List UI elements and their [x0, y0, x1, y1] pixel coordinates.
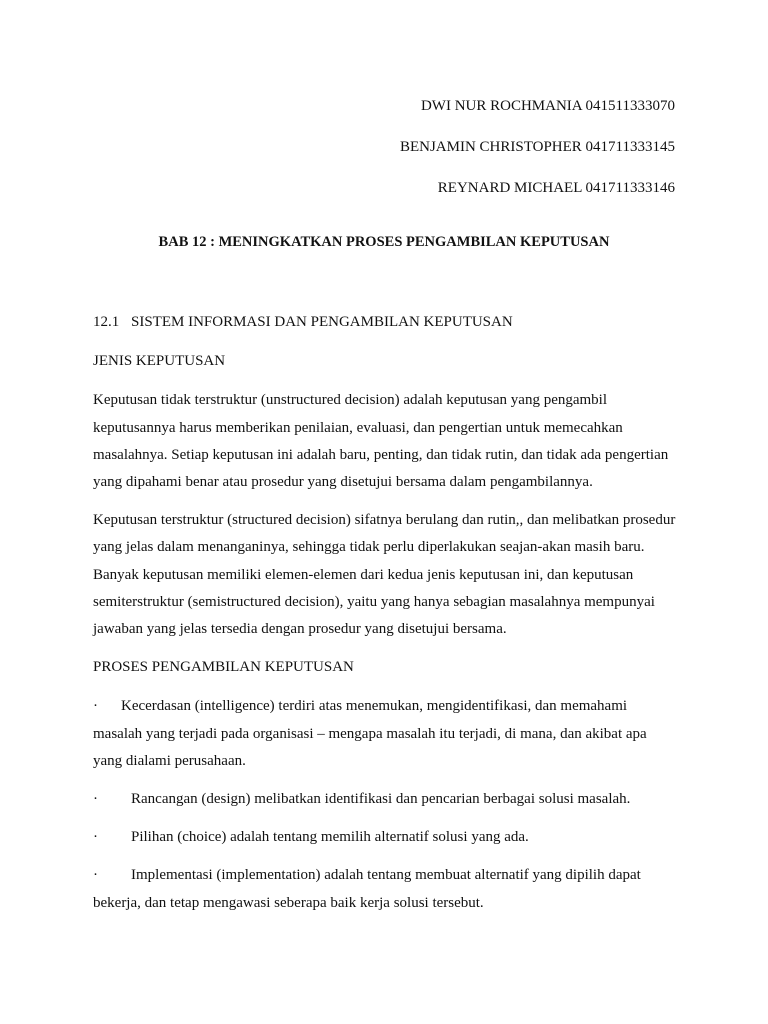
list-item — [93, 786, 678, 813]
list-item-text: Rancangan (design) melibatkan identifikasi dan pencarian berbagai solusi masalah. — [131, 791, 631, 808]
author-line: DWI NUR ROCHMANIA 041511333070 — [420, 98, 675, 114]
paragraph-structured-decision: Keputusan terstruktur (structured decision) sifatnya berulang dan rutin,, dan melibatkan prosedur yang jelas dalam menanganinya, sehingga tidak perlu diperlakukan seajan-akan masih baru. Banyak keputusan memiliki elemen-elemen dari kedua jenis keputusan ini, dan keputusan semiterstruktur (semistructured decision), yaitu yang hanya sebagian masalahnya mempunyai jawaban yang jelas tersedia dengan prosedur yang disetujui bersama. — [93, 512, 676, 638]
list-item-text: Kecerdasan (intelligence) terdiri atas menemukan, mengidentifikasi, dan memahami masalah yang terjadi pada organisasi – mengapa masalah itu terjadi, di mana, dan akibat apa yang dialami perusahaan. — [93, 698, 647, 769]
list-item — [93, 824, 678, 851]
subheading-jenis-keputusan: JENIS KEPUTUSAN — [93, 353, 226, 370]
bullet-dot-icon: · — [93, 698, 98, 715]
list-item-text: Pilihan (choice) adalah tentang memilih alternatif solusi yang ada. — [131, 829, 529, 846]
author-line: REYNARD MICHAEL 041711333146 — [437, 180, 675, 196]
section-number: 12.1 — [93, 314, 120, 330]
author-list — [400, 86, 675, 209]
section-heading — [93, 309, 678, 336]
bullet-dot-icon: · — [93, 791, 98, 808]
bullet-dot-icon: · — [93, 867, 98, 884]
section-title: SISTEM INFORMASI DAN PENGAMBILAN KEPUTUSAN — [131, 314, 513, 330]
list-item — [93, 693, 678, 775]
list-item-text: Implementasi (implementation) adalah tentang membuat alternatif yang dipilih dapat bekerja, dan tetap mengawasi seberapa baik kerja solusi tersebut. — [93, 867, 641, 911]
author-line: BENJAMIN CHRISTOPHER 041711333145 — [399, 139, 675, 155]
list-item — [93, 862, 678, 916]
bullet-dot-icon: · — [93, 829, 98, 846]
paragraph-unstructured-decision: Keputusan tidak terstruktur (unstructured decision) adalah keputusan yang pengambil keputusannya harus memberikan penilaian, evaluasi, dan pengertian untuk memecahkan masalahnya. Setiap keputusan ini adalah baru, penting, dan tidak rutin, dan tidak ada pengertian yang dipahami benar atau prosedur yang disetujui bersama dalam pengambilannya. — [93, 392, 669, 491]
document-body — [93, 309, 678, 928]
subheading-proses-pengambilan-keputusan: PROSES PENGAMBILAN KEPUTUSAN — [93, 659, 354, 676]
chapter-title: BAB 12 : MENINGKATKAN PROSES PENGAMBILAN KEPUTUSAN — [158, 234, 610, 250]
